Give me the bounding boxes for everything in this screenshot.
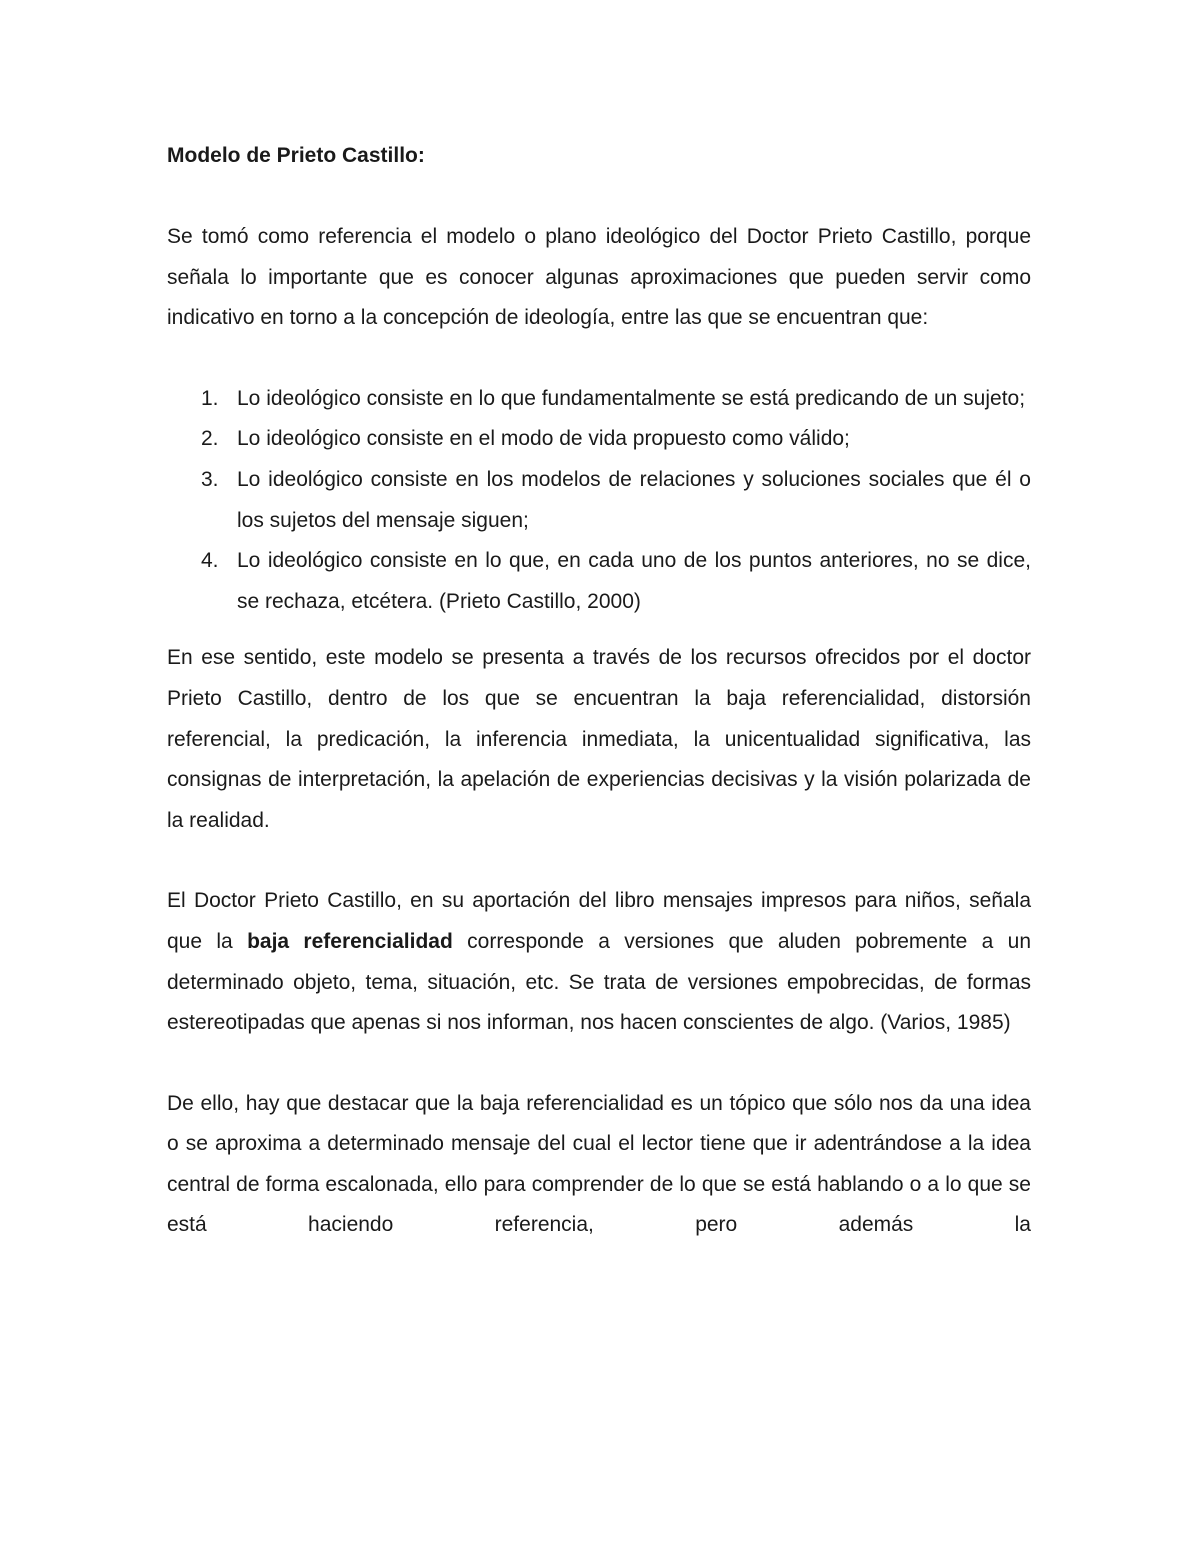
- document-title: Modelo de Prieto Castillo:: [167, 144, 425, 167]
- paragraph-topico: De ello, hay que destacar que la baja referencialidad es un tópico que sólo nos da una idea o se aproxima a determinado mensaje del cual el lector tiene que ir adentrándose a la idea central de forma escalonada, ello para comprender de lo que se está hablando o a lo que se está haciendo referencia, pero además la: [167, 1091, 1031, 1237]
- list-item: [167, 460, 1031, 541]
- list-item: [167, 541, 1031, 622]
- list-item-text: Lo ideológico consiste en lo que fundamentalmente se está predicando de un sujeto;: [237, 386, 1026, 410]
- list-item-number: 1.: [201, 386, 219, 410]
- bold-term: baja referencialidad: [247, 929, 453, 953]
- list-item-text: Lo ideológico consiste en lo que, en cada uno de los puntos anteriores, no se dice, se rechaza, etcétera. (Prieto Castillo, 2000): [237, 549, 1031, 613]
- list-item-text: Lo ideológico consiste en los modelos de relaciones y soluciones sociales que él o los sujetos del mensaje siguen;: [237, 467, 1031, 532]
- list-item: [167, 379, 1031, 420]
- list-item-number: 2.: [201, 427, 219, 451]
- paragraph-recursos: En ese sentido, este modelo se presenta a través de los recursos ofrecidos por el doctor Prieto Castillo, dentro de los que se encuentran la baja referencialidad, distorsión referencial, la predicación, la inferencia inmediata, la unicentualidad significativa, las consignas de interpretación, la apelación de experiencias decisivas y la visión polarizada de la realidad.: [167, 646, 1031, 832]
- ideology-list: [167, 379, 1031, 623]
- list-item-number: 4.: [201, 549, 219, 573]
- paragraph-text-after: corresponde a versiones que aluden pobremente a un determinado objeto, tema, situación, etc. Se trata de versiones empobrecidas, de formas estereotipadas que apenas si nos informan, nos hacen conscientes de algo. (Varios, 1985): [167, 929, 1031, 1035]
- list-item-text: Lo ideológico consiste en el modo de vida propuesto como válido;: [237, 427, 850, 451]
- document-page: [167, 136, 1031, 1246]
- list-item-number: 3.: [201, 467, 219, 491]
- list-item: [167, 419, 1031, 460]
- paragraph-text-before: El Doctor Prieto Castillo, en su aportación del libro mensajes impresos para niños, señala que la: [167, 889, 1031, 953]
- paragraph-baja-referencialidad: [167, 881, 1031, 1043]
- intro-paragraph: Se tomó como referencia el modelo o plano ideológico del Doctor Prieto Castillo, porque señala lo importante que es conocer algunas aproximaciones que pueden servir como indicativo en torno a la concepción de ideología, entre las que se encuentran que:: [167, 225, 1031, 330]
